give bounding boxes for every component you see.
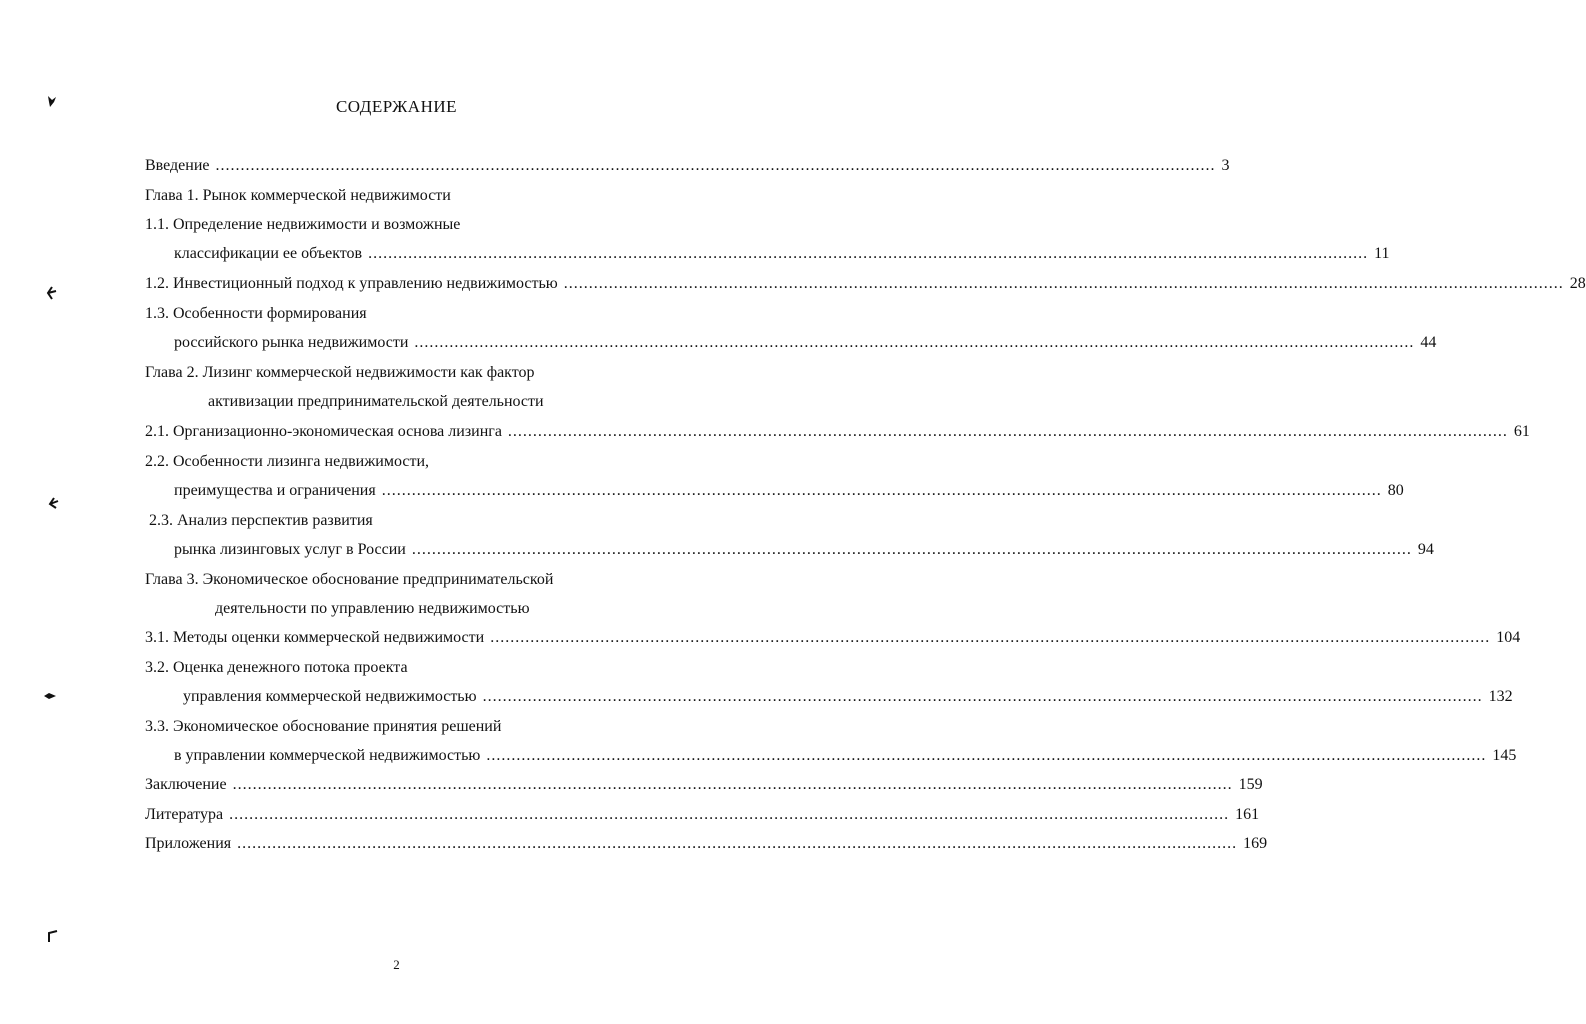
toc-section-1-3-line1 (145, 303, 367, 325)
toc-entry-text: 1.3. Особенности формирования (145, 305, 367, 322)
toc-entry-appendices[interactable] (145, 833, 1268, 855)
toc-entry-text: Литература (145, 806, 224, 823)
toc-entry-text: 2.1. Организационно-экономическая основа лизинга (145, 423, 502, 440)
toc-entry-2-2[interactable] (174, 480, 1404, 502)
toc-page-number: 145 (1492, 747, 1517, 764)
toc-entry-text: классификации ее объектов (174, 245, 363, 262)
toc-page-number: 44 (1420, 334, 1437, 351)
toc-page-number: 11 (1374, 245, 1390, 262)
toc-page-number: 132 (1488, 688, 1513, 705)
toc-page-number: 3 (1221, 157, 1230, 174)
leader-dots: ........................................................................................................................................................................................................ (237, 835, 1238, 852)
toc-entry-text: рынка лизинговых услуг в России (174, 541, 406, 558)
toc-page-number: 80 (1387, 482, 1404, 499)
toc-entry-text: управления коммерческой недвижимостью (183, 688, 477, 705)
toc-entry-1-3[interactable] (174, 332, 1437, 354)
toc-entry-1-2[interactable] (145, 273, 1586, 295)
toc-entry-text: 1.1. Определение недвижимости и возможные (145, 216, 461, 233)
toc-entry-2-3[interactable] (174, 539, 1434, 561)
toc-page-number: 159 (1238, 776, 1263, 793)
leader-dots: ........................................................................................................................................................................................................ (507, 423, 1508, 440)
leader-dots: ........................................................................................................................................................................................................ (482, 688, 1483, 705)
leader-dots: ........................................................................................................................................................................................................ (486, 747, 1487, 764)
toc-entry-3-3[interactable] (174, 745, 1517, 767)
toc-section-2-2-line1 (145, 451, 429, 473)
toc-entry-conclusion[interactable] (145, 774, 1263, 796)
toc-entry-text: Введение (145, 157, 210, 174)
toc-chapter-3-line2 (215, 598, 530, 620)
leader-dots: ........................................................................................................................................................................................................ (563, 275, 1564, 292)
toc-entry-text: Глава 2. Лизинг коммерческой недвижимости как фактор (145, 364, 535, 381)
leader-dots: ........................................................................................................................................................................................................ (381, 482, 1382, 499)
toc-entry-1-1[interactable] (174, 243, 1390, 265)
toc-entry-text: Заключение (145, 776, 227, 793)
binding-mark-icon (45, 928, 59, 944)
toc-entry-3-1[interactable] (145, 627, 1521, 649)
leader-dots: ........................................................................................................................................................................................................ (490, 629, 1491, 646)
leader-dots: ........................................................................................................................................................................................................ (215, 157, 1216, 174)
toc-entry-text: Глава 1. Рынок коммерческой недвижимости (145, 187, 451, 204)
toc-entry-text: в управлении коммерческой недвижимостью (174, 747, 481, 764)
binding-mark-icon (43, 688, 57, 704)
toc-chapter-3-line1 (145, 569, 553, 591)
page-title: СОДЕРЖАНИЕ (335, 97, 458, 116)
binding-mark-icon (47, 496, 61, 512)
toc-section-1-1-line1 (145, 214, 460, 236)
leader-dots: ........................................................................................................................................................................................................ (232, 776, 1233, 793)
toc-page-number: 169 (1243, 835, 1268, 852)
leader-dots: ........................................................................................................................................................................................................ (229, 806, 1230, 823)
toc-entry-literature[interactable] (145, 804, 1260, 826)
toc-page-number: 94 (1417, 541, 1434, 558)
page-number: 2 (393, 957, 400, 972)
toc-entry-text: 1.2. Инвестиционный подход к управлению недвижимостью (145, 275, 558, 292)
leader-dots: ........................................................................................................................................................................................................ (368, 245, 1369, 262)
toc-entry-text: 3.1. Методы оценки коммерческой недвижимости (145, 629, 485, 646)
toc-section-2-3-line1 (149, 510, 373, 532)
leader-dots: ........................................................................................................................................................................................................ (414, 334, 1415, 351)
toc-chapter-1 (145, 185, 451, 207)
toc-entry-text: 2.2. Особенности лизинга недвижимости, (145, 453, 430, 470)
toc-chapter-2-line1 (145, 362, 535, 384)
toc-entry-text: 3.3. Экономическое обоснование принятия решений (145, 718, 502, 735)
toc-entry-text: активизации предпринимательской деятельности (208, 393, 544, 410)
toc-section-3-3-line1 (145, 716, 501, 738)
toc-section-3-2-line1 (145, 657, 408, 679)
toc-entry-2-1[interactable] (145, 421, 1530, 443)
leader-dots: ........................................................................................................................................................................................................ (411, 541, 1412, 558)
toc-entry-text: 2.3. Анализ перспектив развития (149, 512, 373, 529)
binding-mark-icon (45, 94, 59, 110)
toc-page-number: 161 (1235, 806, 1260, 823)
toc-page-number: 28 (1569, 275, 1586, 292)
toc-chapter-2-line2 (208, 391, 544, 413)
toc-entry-3-2[interactable] (183, 686, 1513, 708)
toc-page-number: 104 (1496, 629, 1521, 646)
toc-entry-text: деятельности по управлению недвижимостью (215, 600, 530, 617)
toc-entry-introduction[interactable] (145, 155, 1230, 177)
toc-entry-text: 3.2. Оценка денежного потока проекта (145, 659, 408, 676)
binding-mark-icon (44, 285, 58, 301)
toc-entry-text: преимущества и ограничения (174, 482, 376, 499)
toc-entry-text: Приложения (145, 835, 232, 852)
toc-entry-text: Глава 3. Экономическое обоснование предпринимательской (145, 571, 554, 588)
toc-page-number: 61 (1513, 423, 1530, 440)
toc-entry-text: российского рынка недвижимости (174, 334, 409, 351)
